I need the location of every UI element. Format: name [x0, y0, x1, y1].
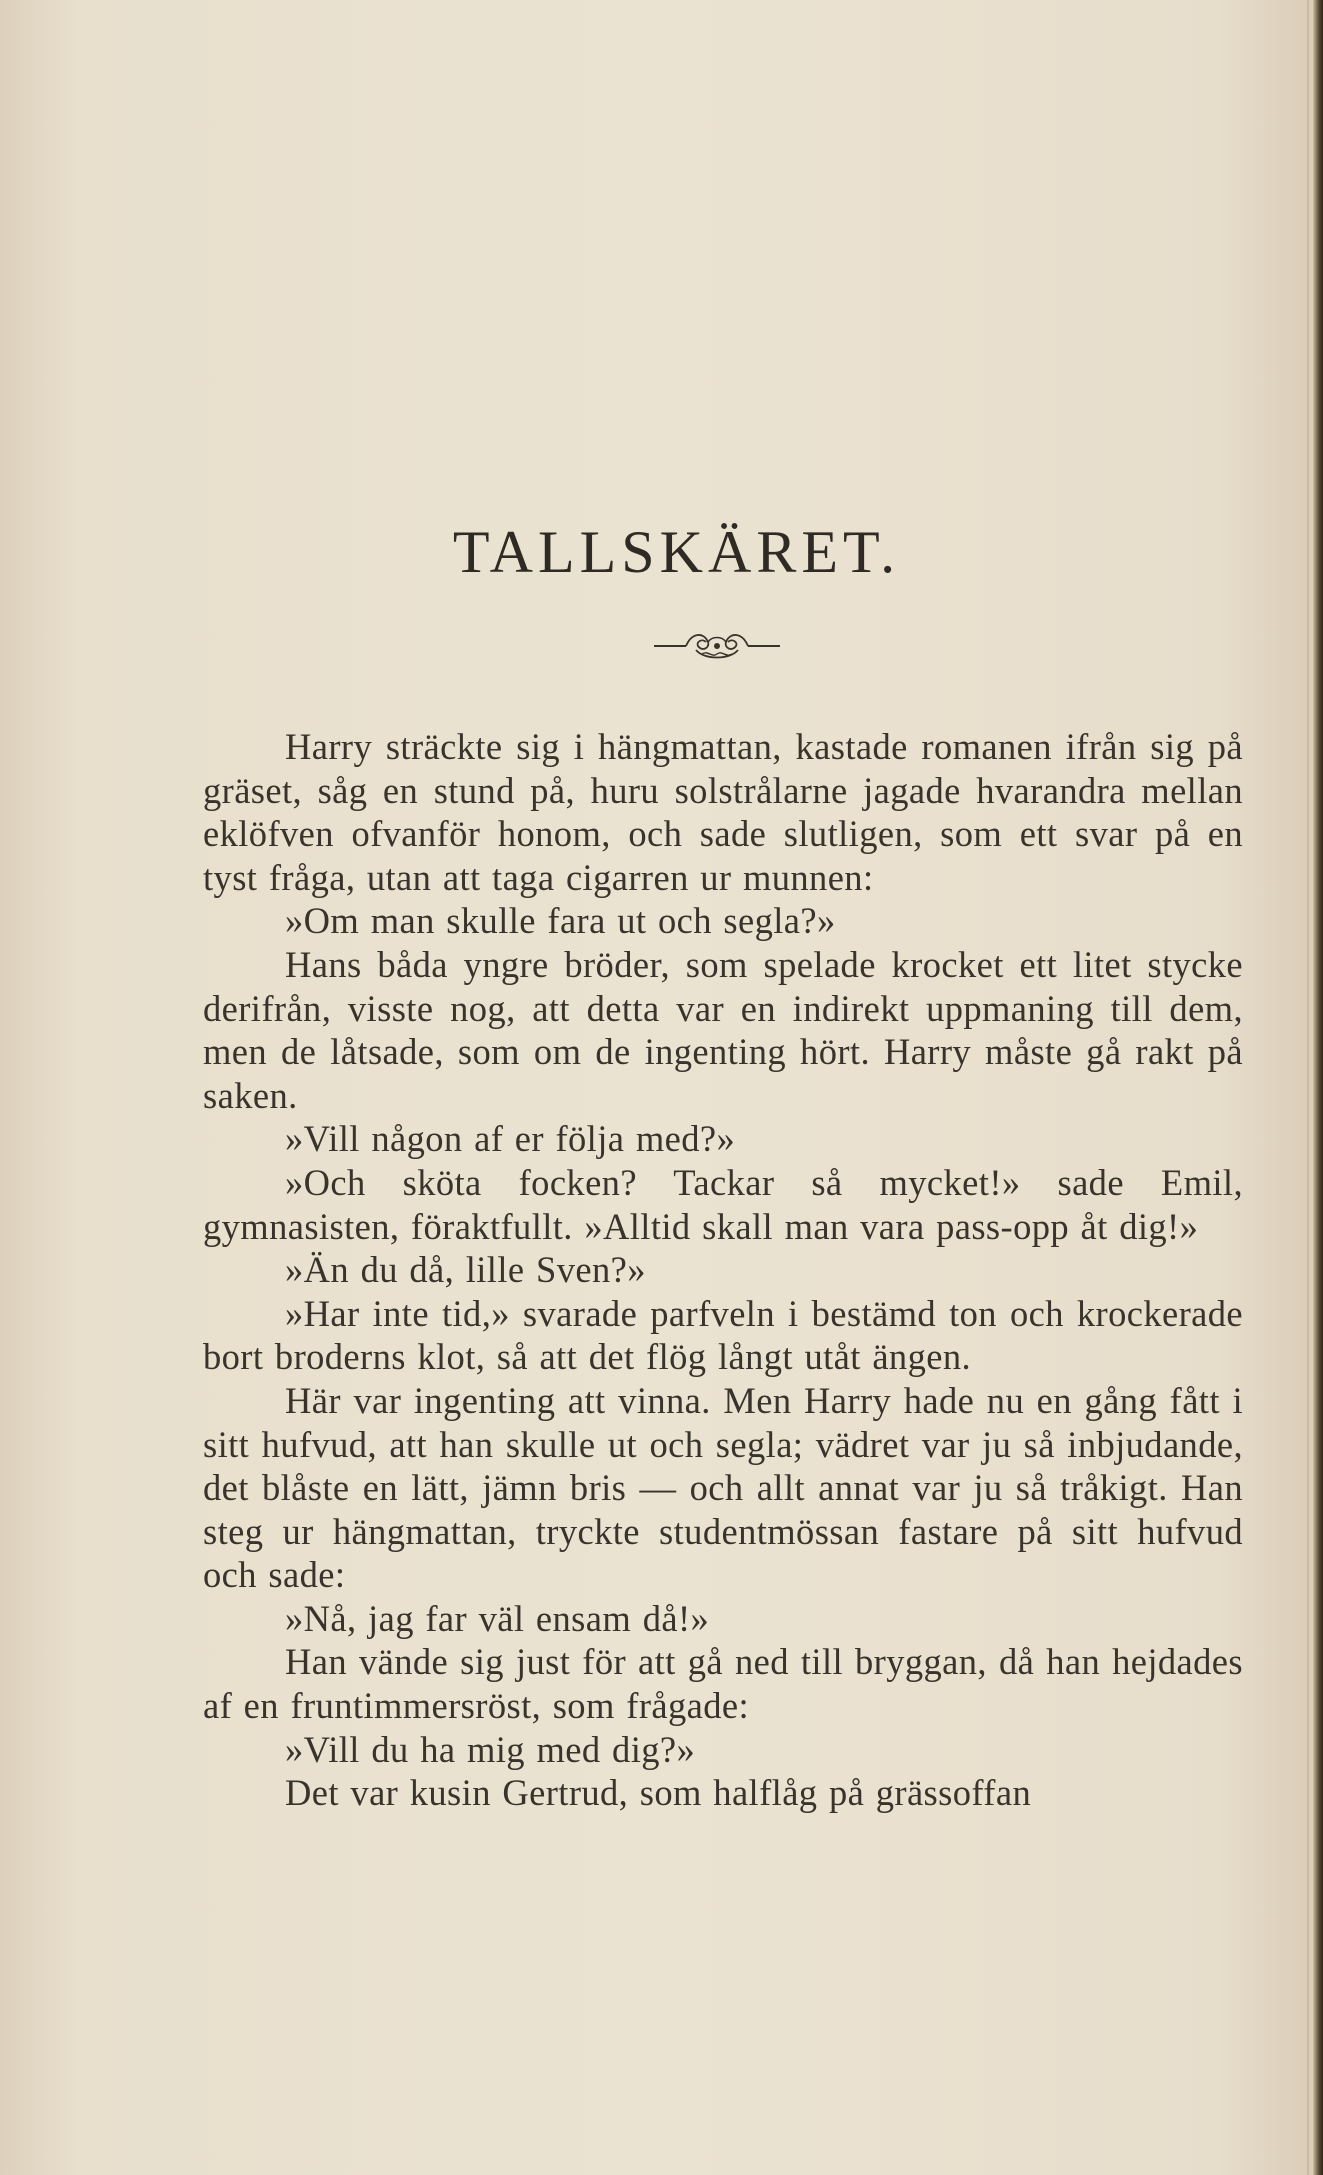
paragraph: Harry sträckte sig i hängmattan, kastade romanen ifrån sig på gräset, såg en stund på, huru solstrålarne jagade hvarandra mellan eklöfven ofvanför honom, och sade slutligen, som ett svar på en tyst fråga, utan att taga cigarren ur munnen: — [203, 726, 1243, 898]
paragraph: Hans båda yngre bröder, som spelade krocket ett litet stycke derifrån, visste nog, att detta var en indirekt uppmaning till dem, men de låtsade, som om de ingenting hört. Harry måste gå rakt på saken. — [203, 943, 1243, 1116]
paragraph: »Än du då, lille Sven?» — [285, 1249, 646, 1291]
paragraph: »Och sköta focken? Tackar så mycket!» sade Emil, gymnasisten, föraktfullt. »Alltid skall man vara pass-opp åt dig!» — [203, 1161, 1243, 1247]
page-edge-rule — [1307, 0, 1309, 2175]
ornament-flourish-icon — [652, 624, 782, 664]
paragraph: »Vill du ha mig med dig?» — [285, 1728, 696, 1770]
paragraph: »Nå, jag far väl ensam då!» — [285, 1597, 710, 1639]
paragraph: Det var kusin Gertrud, som halflåg på grässoffan — [285, 1772, 1032, 1814]
paragraph: Här var ingenting att vinna. Men Harry hade nu en gång fått i sitt hufvud, att han skulle ut och segla; vädret var ju så inbjudande, det blåste en lätt, jämn bris — och allt annat var ju så tråkigt. Han steg ur hängmattan, tryckte studentmössan fastare på sitt hufvud och sade: — [203, 1379, 1243, 1596]
book-spine — [1313, 0, 1323, 2175]
chapter-title: TALLSKÄRET. — [452, 519, 901, 585]
paragraph: Han vände sig just för att gå ned till bryggan, då han hejdades af en fruntimmersröst, som frågade: — [203, 1641, 1243, 1727]
paragraph: »Vill någon af er följa med?» — [285, 1118, 736, 1160]
paragraph: »Har inte tid,» svarade parfveln i bestämd ton och krockerade bort broderns klot, så att det flög långt utåt ängen. — [203, 1292, 1243, 1378]
paragraph: »Om man skulle fara ut och segla?» — [285, 900, 836, 942]
body-text — [203, 725, 1243, 1815]
